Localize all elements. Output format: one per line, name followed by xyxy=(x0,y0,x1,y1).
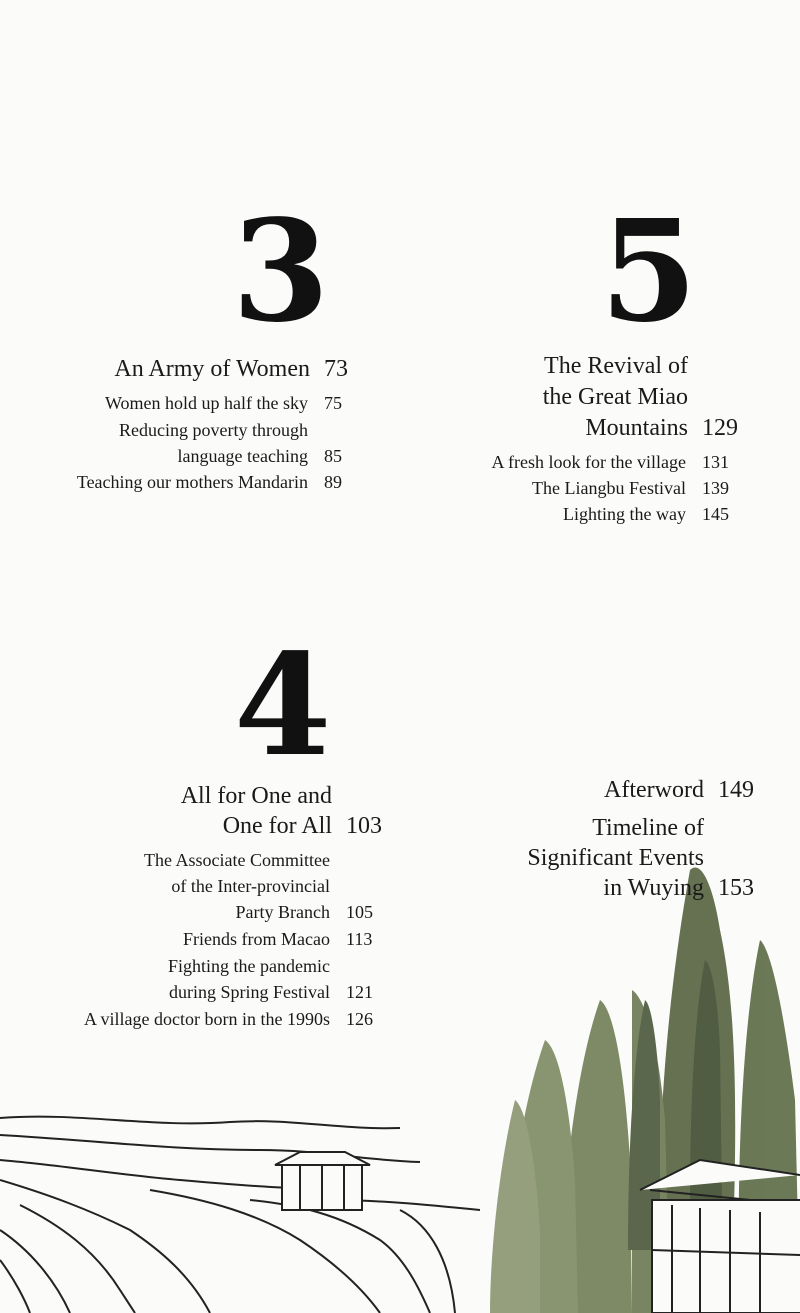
chapter-5-number: 5 xyxy=(600,190,694,354)
page-number: 121 xyxy=(346,982,373,1002)
toc-entry-continued[interactable] xyxy=(169,982,380,1003)
page-number: 89 xyxy=(324,472,342,492)
chapter-5-title-row[interactable] xyxy=(544,353,736,380)
entry-title: Lighting the way xyxy=(563,504,686,524)
entry-title: Party Branch xyxy=(235,902,330,922)
timeline-row[interactable] xyxy=(592,815,752,842)
back-matter-title: Significant Events xyxy=(527,845,704,871)
chapter-5-title-row[interactable] xyxy=(585,415,736,442)
entry-title: of the Inter-provincial xyxy=(171,876,330,896)
entry-title: Reducing poverty through xyxy=(119,420,308,440)
chapter-title: One for All xyxy=(222,813,332,839)
toc-entry[interactable] xyxy=(492,452,736,473)
page-number: 113 xyxy=(346,929,373,949)
timeline-row[interactable] xyxy=(603,875,752,902)
chapter-3-number: 3 xyxy=(232,190,326,354)
page-number: 149 xyxy=(718,777,754,803)
page-number: 131 xyxy=(702,452,729,472)
terraced-fields-illustration xyxy=(0,1117,480,1313)
page-number: 153 xyxy=(718,875,754,901)
page-number: 129 xyxy=(702,415,738,441)
toc-entry[interactable] xyxy=(563,504,736,525)
timeline-row[interactable] xyxy=(527,845,752,872)
entry-title: during Spring Festival xyxy=(169,982,330,1002)
entry-title: Women hold up half the sky xyxy=(104,393,308,413)
toc-entry[interactable] xyxy=(144,850,380,871)
page-number: 73 xyxy=(324,356,348,382)
entry-title: A village doctor born in the 1990s xyxy=(84,1009,330,1029)
entry-title: The Associate Committee xyxy=(144,850,330,870)
chapter-title: The Revival of xyxy=(544,353,688,379)
toc-entry-continued[interactable] xyxy=(178,446,358,467)
chapter-4-number: 4 xyxy=(234,624,328,788)
chapter-title: An Army of Women xyxy=(114,356,310,382)
back-matter-title: in Wuying xyxy=(603,875,704,901)
back-matter-title: Timeline of xyxy=(592,815,704,841)
toc-entry[interactable] xyxy=(119,420,358,441)
chapter-5-title-row[interactable] xyxy=(543,384,736,411)
toc-entry[interactable] xyxy=(532,478,736,499)
toc-entry[interactable] xyxy=(84,1009,380,1030)
chapter-4-title-row[interactable] xyxy=(181,783,380,810)
toc-entry[interactable] xyxy=(168,956,380,977)
chapter-title: Mountains xyxy=(585,415,688,441)
page-number: 139 xyxy=(702,478,729,498)
entry-title: Fighting the pandemic xyxy=(168,956,330,976)
page-number: 126 xyxy=(346,1009,373,1029)
back-matter-title: Afterword xyxy=(604,777,704,803)
entry-title: language teaching xyxy=(177,446,308,466)
entry-title: A fresh look for the village xyxy=(491,452,686,472)
chapter-title: All for One and xyxy=(180,783,332,809)
page-number: 85 xyxy=(324,446,342,466)
afterword-row[interactable] xyxy=(604,777,752,804)
page-number: 75 xyxy=(324,393,342,413)
entry-title: Teaching our mothers Mandarin xyxy=(76,472,308,492)
entry-title: Friends from Macao xyxy=(183,929,330,949)
page-number: 103 xyxy=(346,813,382,839)
toc-entry[interactable] xyxy=(183,929,380,950)
page-number: 105 xyxy=(346,902,373,922)
toc-entry-continued[interactable] xyxy=(171,876,380,897)
toc-entry[interactable] xyxy=(77,472,358,493)
chapter-3-title-row[interactable] xyxy=(114,356,358,383)
page-number: 145 xyxy=(702,504,729,524)
chapter-title: the Great Miao xyxy=(542,384,688,410)
toc-entry[interactable] xyxy=(105,393,358,414)
entry-title: The Liangbu Festival xyxy=(532,478,686,498)
toc-entry-continued[interactable] xyxy=(236,902,380,923)
chapter-4-title-row[interactable] xyxy=(223,813,380,840)
